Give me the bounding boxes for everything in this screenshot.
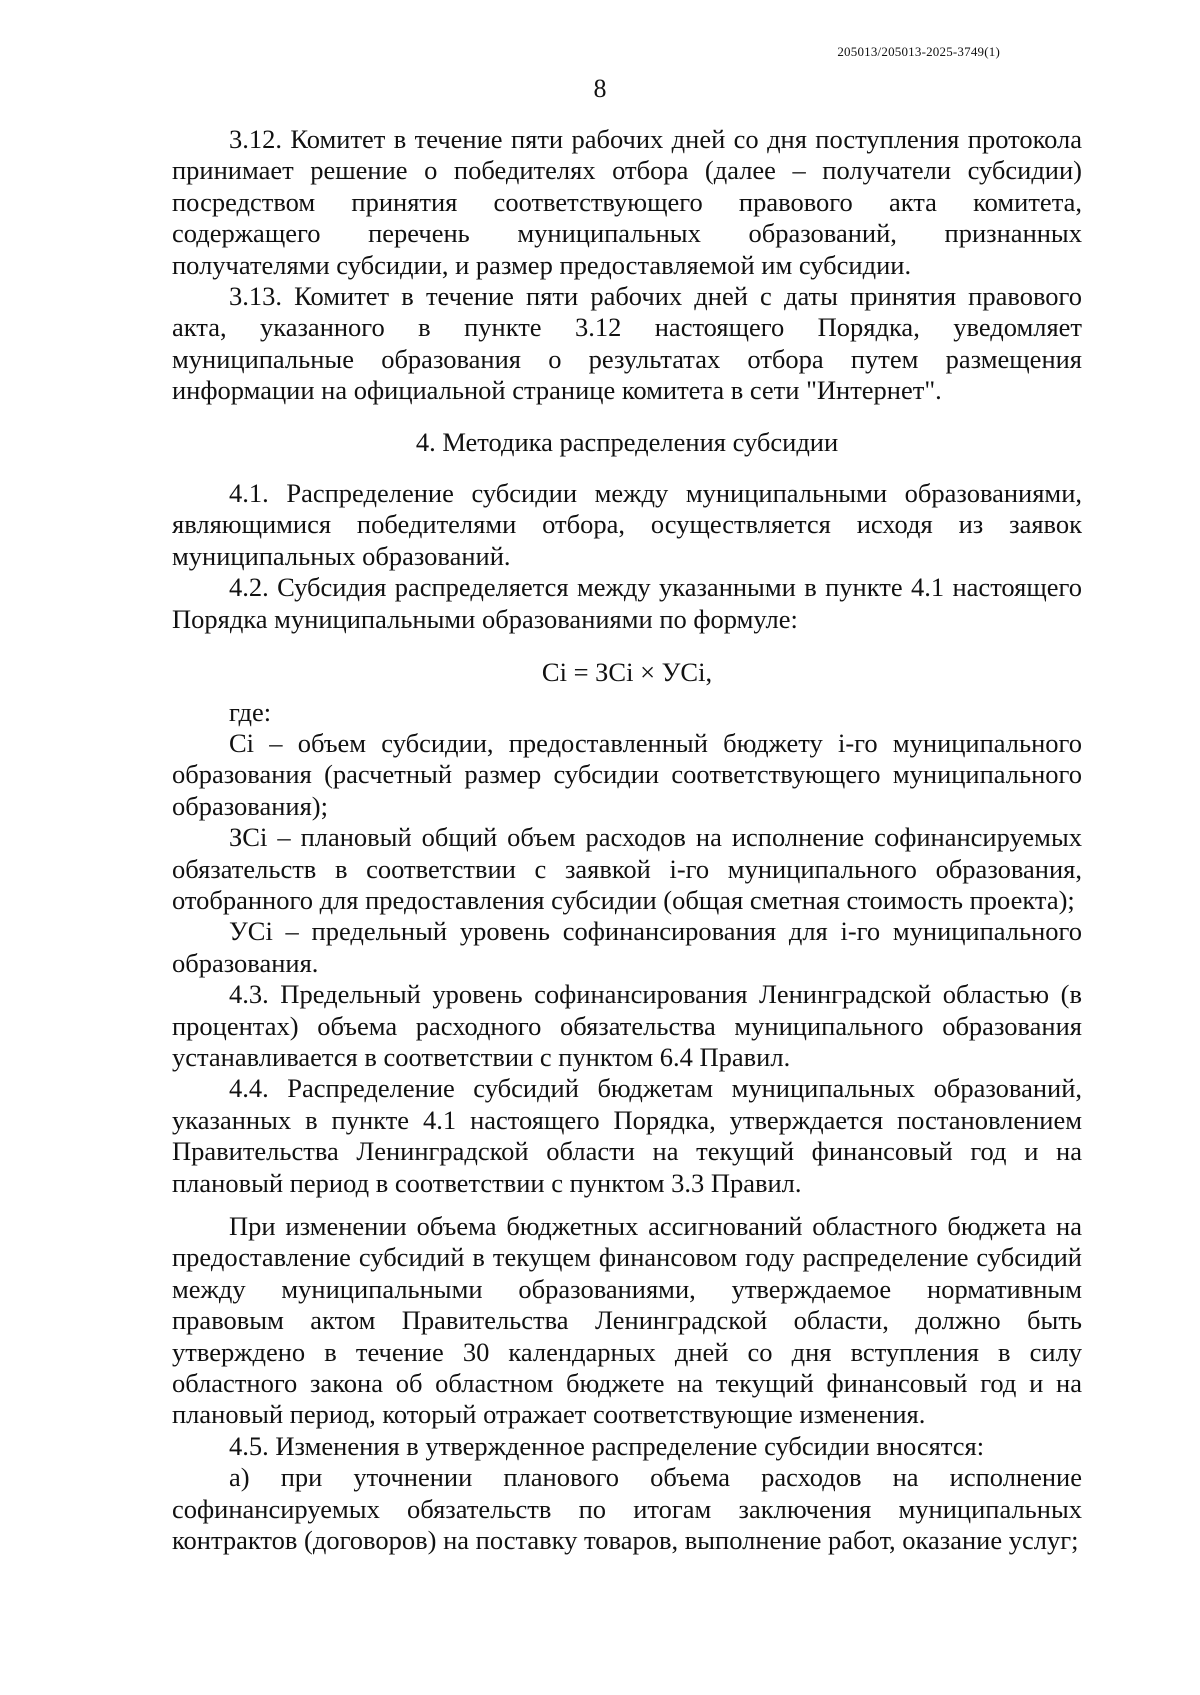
- formula: Ci = ЗСi × УСi,: [541, 657, 713, 688]
- paragraph-3-12: 3.12. Комитет в течение пяти рабочих дней со дня поступления протокола принимает решение о победителях отбора (далее – получатели субсидии) посредством принятия соответствующего правового акта комитета, содержащего перечень муниципальных образований, признанных получателями субсидии, и размер предоставляемой им субсидии.: [172, 124, 1082, 280]
- paragraph-4-1: 4.1. Распределение субсидии между муниципальными образованиями, являющимися победителями отбора, осуществляется исходя из заявок муниципальных образований.: [172, 478, 1082, 571]
- paragraph-3-13: 3.13. Комитет в течение пяти рабочих дней с даты принятия правового акта, указанного в пункте 3.12 настоящего Порядка, уведомляет муниципальные образования о результатах отбора путем размещения информации на официальной странице комитета в сети "Интернет".: [172, 281, 1082, 406]
- definition-ci: Ci – объем субсидии, предоставленный бюджету i-го муниципального образования (расчетный размер субсидии соответствующего муниципального образования);: [172, 727, 1082, 821]
- paragraph-4-5: 4.5. Изменения в утвержденное распределение субсидии вносятся:: [229, 1430, 985, 1461]
- section-heading: 4. Методика распределения субсидии: [415, 426, 839, 457]
- page-number: 8: [593, 74, 607, 103]
- definition-uci: УСi – предельный уровень софинансирования для i-го муниципального образования.: [172, 916, 1082, 978]
- paragraph-4-4-change: При изменении объема бюджетных ассигнований областного бюджета на предоставление субсидий в текущем финансовом году распределение субсидий между муниципальными образованиями, утверждаемое нормативным правовым актом Правительства Ленинградской области, должно быть утверждено в течение 30 календарных дней со дня вступления в силу областного закона об областном бюджете на текущий финансовый год и на плановый период, который отражает соответствующие изменения.: [172, 1211, 1082, 1430]
- paragraph-4-4: 4.4. Распределение субсидий бюджетам муниципальных образований, указанных в пункте 4.1 настоящего Порядка, утверждается постановлением Правительства Ленинградской области на текущий финансовый год и на плановый период в соответствии с пунктом 3.3 Правил.: [172, 1073, 1082, 1198]
- paragraph-4-2: 4.2. Субсидия распределяется между указанными в пункте 4.1 настоящего Порядка муниципальными образованиями по формуле:: [172, 572, 1082, 634]
- where-label: где:: [229, 696, 272, 727]
- document-body: [172, 124, 1082, 1556]
- document-id: 205013/205013-2025-3749(1): [837, 44, 1000, 59]
- paragraph-4-5-a: а) при уточнении планового объема расходов на исполнение софинансируемых обязательств по итогам заключения муниципальных контрактов (договоров) на поставку товаров, выполнение работ, оказание услуг;: [172, 1462, 1082, 1556]
- definition-zci: ЗСi – плановый общий объем расходов на исполнение софинансируемых обязательств в соответствии с заявкой i-го муниципального образования, отобранного для предоставления субсидии (общая сметная стоимость проекта);: [172, 822, 1082, 915]
- paragraph-4-3: 4.3. Предельный уровень софинансирования Ленинградской областью (в процентах) объема расходного обязательства муниципального образования устанавливается в соответствии с пунктом 6.4 Правил.: [172, 979, 1082, 1072]
